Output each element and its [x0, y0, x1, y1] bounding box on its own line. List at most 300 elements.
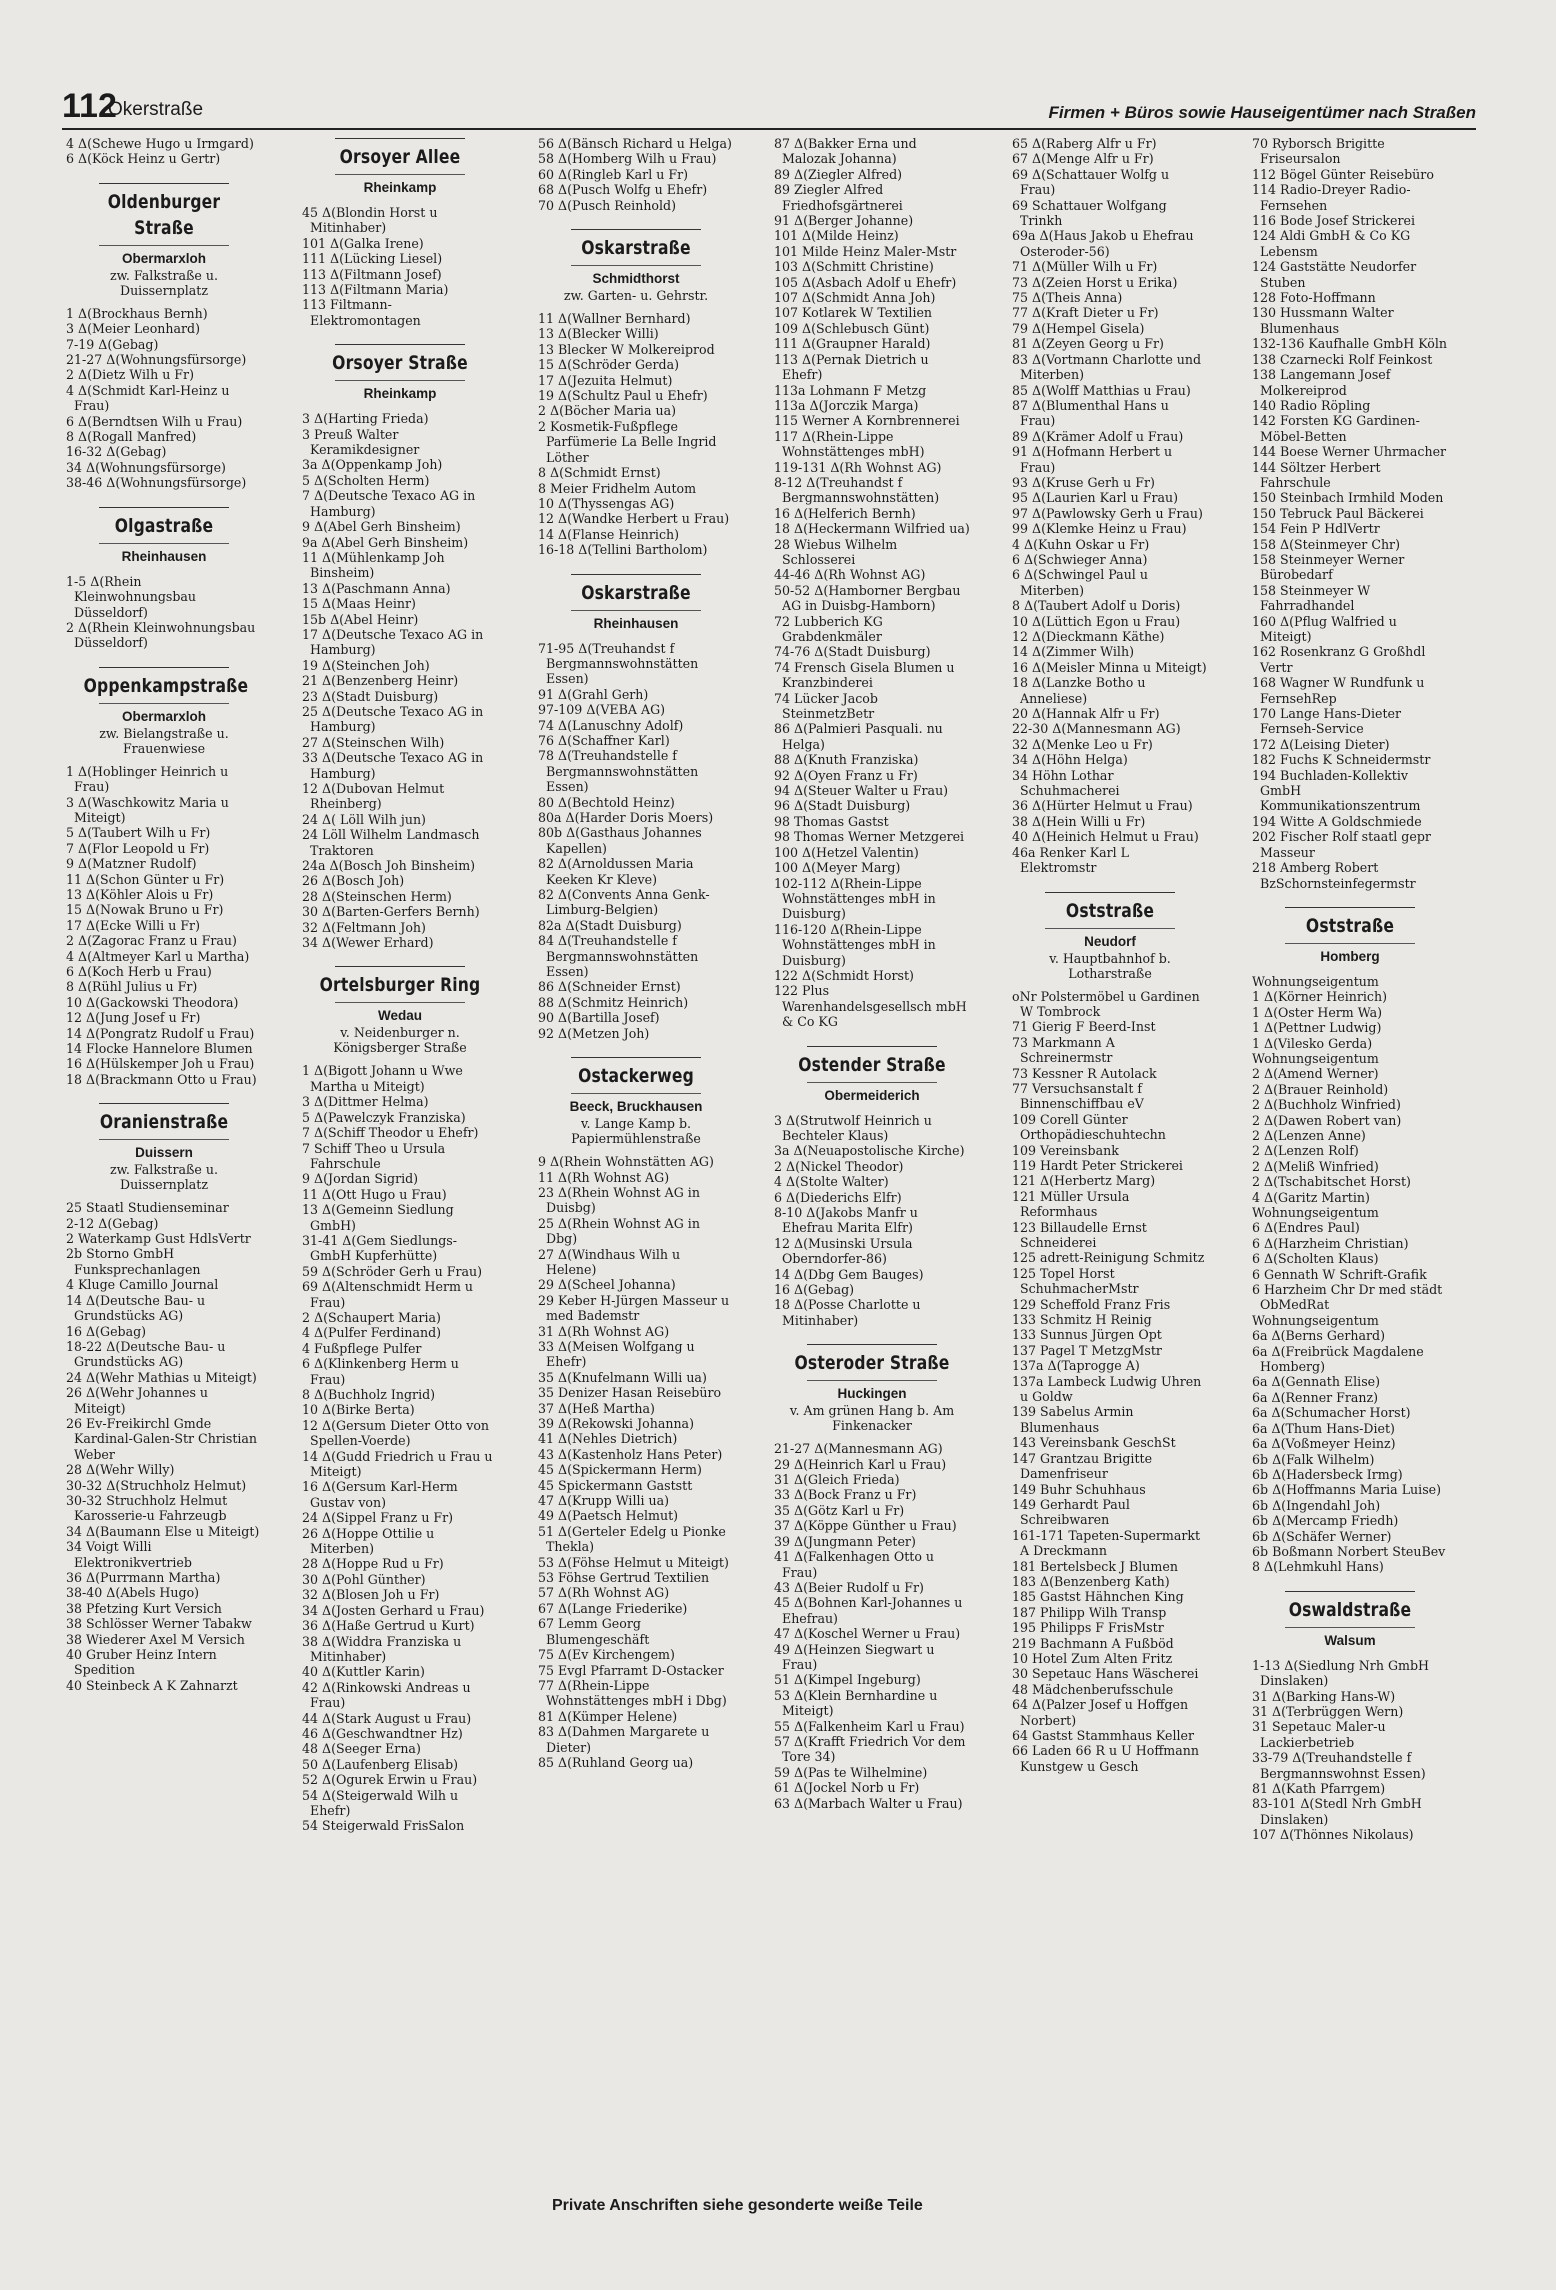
address-entry: 185 Gastst Hähnchen King: [1012, 1589, 1184, 1605]
street-range-note: zw. Falkstraße u. Duissernplatz: [109, 1162, 218, 1193]
column-3: [538, 136, 734, 2186]
address-entry: 57 Δ(Krafft Friedrich Vor dem Tore 34): [774, 1733, 966, 1765]
street-rule: [807, 1082, 936, 1083]
address-entry: 58 Δ(Homberg Wilh u Frau): [538, 151, 717, 167]
address-entry: 32 Δ(Blosen Joh u Fr): [302, 1587, 440, 1603]
district-name: Rheinhausen: [121, 548, 207, 564]
running-street-head: Okerstraße: [108, 99, 204, 120]
address-entry: 6 Gennath W Schrift-Grafik: [1252, 1266, 1427, 1282]
address-entry: 218 Amberg Robert BzSchornsteinfegermstr: [1252, 860, 1416, 891]
address-entry: Wohnungseigentum: [1252, 1050, 1379, 1066]
address-entry: 40 Δ(Kuttler Karin): [302, 1664, 425, 1680]
address-entry: 81 Δ(Zeyen Georg u Fr): [1012, 336, 1164, 352]
street-section-header: [1252, 907, 1448, 966]
address-entry: 66 Laden 66 R u U Hoffmann Kunstgew u Gesch: [1012, 1743, 1199, 1774]
address-entry: 2 Δ(Dietz Wilh u Fr): [66, 367, 194, 383]
address-entry: 1 Δ(Hoblinger Heinrich u Frau): [66, 763, 229, 795]
address-entry: 14 Δ(Dbg Gem Bauges): [774, 1266, 924, 1282]
street-rule: [335, 174, 464, 175]
street-rule: [99, 507, 228, 508]
address-entry: 73 Markmann A Schreinermstr: [1012, 1034, 1115, 1066]
address-entry: 14 Flocke Hannelore Blumen: [66, 1041, 253, 1057]
street-rule: [571, 1093, 700, 1094]
address-entry: 87 Δ(Bakker Erna und Malozak Johanna): [774, 136, 917, 167]
address-entry: 2b Storno GmbH Funksprechanlagen: [66, 1246, 201, 1277]
address-entry: 1 Δ(Bigott Johann u Wwe Martha u Miteigt): [302, 1063, 463, 1094]
address-entry: 8 Meier Fridhelm Autom: [538, 480, 697, 496]
address-entry: 12 Δ(Dubovan Helmut Rheinberg): [302, 781, 445, 812]
address-entry: 4 Δ(Pulfer Ferdinand): [302, 1325, 442, 1341]
column-6: [1252, 136, 1448, 2186]
address-entry: 82 Δ(Arnoldussen Maria Keeken Kr Kleve): [538, 856, 694, 887]
address-entry: 30 Sepetauc Hans Wäscherei: [1012, 1666, 1199, 1682]
address-entry: 202 Fischer Rolf staatl gepr Masseur: [1252, 829, 1431, 860]
address-entry: 107 Kotlarek W Textilien: [774, 305, 933, 321]
address-entry: 144 Boese Werner Uhrmacher: [1252, 444, 1447, 460]
address-entry: 26 Ev-Freikirchl Gmde Kardinal-Galen-Str Christian Weber: [66, 1415, 258, 1462]
address-entry: Wohnungseigentum: [1252, 1205, 1379, 1220]
address-entry: 89 Δ(Ziegler Alfred): [774, 166, 903, 182]
street-section-header: [538, 229, 734, 303]
address-entry: 19 Δ(Schultz Paul u Ehefr): [538, 388, 708, 404]
address-entry: 80 Δ(Bechtold Heinz): [538, 794, 675, 810]
address-entry: 26 Δ(Wehr Johannes u Miteigt): [66, 1385, 209, 1416]
address-entry: 34 Δ(Baumann Else u Miteigt): [66, 1523, 260, 1539]
address-entry: 3a Δ(Oppenkamp Joh): [302, 457, 443, 473]
address-entry: 77 Versuchsanstalt f Binnenschiffbau eV: [1012, 1080, 1144, 1112]
address-entry: 13 Δ(Paschmann Anna): [302, 580, 451, 596]
address-entry: 4 Δ(Kuhn Oskar u Fr): [1012, 536, 1150, 552]
address-entry: 29 Keber H-Jürgen Masseur u med Bademstr: [538, 1292, 730, 1324]
address-entry: 47 Δ(Koschel Werner u Frau): [774, 1626, 961, 1642]
address-entry: 3 Δ(Strutwolf Heinrich u Bechteler Klaus): [774, 1112, 932, 1143]
address-entry: 80a Δ(Harder Doris Moers): [538, 810, 714, 825]
address-entry: 64 Δ(Palzer Josef u Hoffgen Norbert): [1012, 1697, 1189, 1728]
address-entry: 39 Δ(Rekowski Johanna): [538, 1416, 694, 1431]
address-entry: 111 Δ(Lücking Liesel): [302, 251, 443, 267]
address-entry: 116-120 Δ(Rhein-Lippe Wohnstättenges mbH in Duisburg): [774, 921, 936, 968]
address-entry: 59 Δ(Pas te Wilhelmine): [774, 1764, 928, 1780]
address-entry: 114 Radio-Dreyer Radio-Fernsehen: [1252, 182, 1411, 213]
address-entry: 35 Denizer Hasan Reisebüro: [538, 1385, 722, 1401]
address-entry: 6b Δ(Schäfer Werner): [1252, 1528, 1392, 1544]
address-entry: Wohnungseigentum: [1252, 1312, 1379, 1328]
address-entry: 38 Δ(Hein Willi u Fr): [1012, 813, 1146, 829]
address-entry: 34 Voigt Willi Elektronikvertrieb: [66, 1539, 192, 1570]
address-entry: 51 Δ(Gerteler Edelg u Pionke Thekla): [538, 1523, 726, 1555]
address-entry: 4 Δ(Schmidt Karl-Heinz u Frau): [66, 382, 230, 414]
address-entry: 100 Δ(Meyer Marg): [774, 860, 901, 876]
address-entry: 16 Δ(Meisler Minna u Miteigt): [1012, 659, 1207, 675]
street-rule: [335, 380, 464, 381]
address-entry: 3a Δ(Neuapostolische Kirche): [774, 1143, 965, 1159]
district-name: Neudorf: [1084, 933, 1136, 949]
address-entry: 162 Rosenkranz G Großhdl Vertr: [1252, 644, 1426, 675]
address-entry: 61 Δ(Jockel Norb u Fr): [774, 1780, 920, 1796]
address-entry: 13 Δ(Gemeinn Siedlung GmbH): [302, 1202, 454, 1233]
address-entry: 67 Δ(Lange Friederike): [538, 1600, 688, 1616]
street-section-header: [66, 1103, 262, 1192]
address-entry: 43 Δ(Beier Rudolf u Fr): [774, 1579, 924, 1595]
address-entry: 5 Δ(Pawelczyk Franziska): [302, 1109, 466, 1125]
street-range-note: zw. Garten- u. Gehrstr.: [563, 288, 709, 304]
address-entry: 87 Δ(Blumenthal Hans u Frau): [1012, 397, 1169, 429]
address-entry: 48 Δ(Seeger Erna): [302, 1741, 421, 1757]
address-entry: 128 Foto-Hoffmann: [1252, 290, 1376, 306]
address-entry: 121 Müller Ursula Reformhaus: [1012, 1188, 1130, 1220]
district-name: Obermarxloh: [121, 708, 207, 724]
address-entry: 18 Δ(Heckermann Wilfried ua): [774, 521, 970, 537]
address-entry: 138 Czarnecki Rolf Feinkost: [1252, 351, 1433, 367]
address-entry: 71 Gierig F Beerd-Inst: [1012, 1019, 1156, 1035]
address-entry: 129 Scheffold Franz Fris: [1012, 1296, 1171, 1312]
address-entry: 138 Langemann Josef Molkereiprod: [1252, 367, 1391, 398]
address-entry: 183 Δ(Benzenberg Kath): [1012, 1573, 1170, 1589]
address-entry: 123 Billaudelle Ernst Schneiderei: [1012, 1219, 1147, 1250]
address-entry: 4 Δ(Altmeyer Karl u Martha): [66, 948, 250, 964]
address-entry: 97 Δ(Pawlowsky Gerh u Frau): [1012, 505, 1203, 521]
address-entry: 101 Milde Heinz Maler-Mstr: [774, 243, 957, 259]
address-entry: 53 Δ(Klein Bernhardine u Miteigt): [774, 1687, 938, 1719]
address-entry: 122 Δ(Schmidt Horst): [774, 967, 914, 983]
address-entry: 68 Δ(Pusch Wolfg u Ehefr): [538, 182, 708, 198]
address-entry: 77 Δ(Rhein-Lippe Wohnstättenges mbH i Dbg): [538, 1677, 727, 1709]
address-entry: 6a Δ(Renner Franz): [1252, 1389, 1379, 1405]
address-entry: 48 Mädchenberufsschule: [1012, 1681, 1174, 1697]
street-rule: [99, 1139, 228, 1140]
street-range-note: zw. Falkstraße u. Duissernplatz: [109, 267, 218, 298]
address-entry: 124 Gaststätte Neudorfer Stuben: [1252, 259, 1417, 290]
address-entry: oNr Polstermöbel u Gardinen W Tombrock: [1012, 988, 1200, 1019]
address-entry: 158 Steinmeyer Werner Bürobedarf: [1252, 551, 1405, 583]
address-entry: 1 Δ(Brockhaus Bernh): [66, 305, 208, 321]
address-entry: 50-52 Δ(Hamborner Bergbau AG in Duisbg-Hamborn): [774, 582, 961, 614]
district-name: Walsum: [1324, 1632, 1376, 1648]
address-entry: 6 Δ(Schwieger Anna): [1012, 551, 1148, 567]
address-entry: 44-46 Δ(Rh Wohnst AG): [774, 567, 926, 583]
address-entry: 16 Δ(Gebag): [774, 1282, 855, 1298]
address-entry: 49 Δ(Heinzen Siegwart u Frau): [774, 1641, 935, 1672]
address-entry: 3 Δ(Waschkowitz Maria u Miteigt): [66, 794, 229, 825]
street-rule: [1285, 1591, 1414, 1592]
address-entry: 64 Gastst Stammhaus Keller: [1012, 1728, 1194, 1743]
address-entry: 28 Wiebus Wilhelm Schlosserei: [774, 536, 898, 567]
address-entry: 41 Δ(Nehles Dietrich): [538, 1431, 678, 1447]
street-rule: [99, 1103, 228, 1104]
address-entry: 8 Δ(Rühl Julius u Fr): [66, 979, 198, 995]
address-entry: 103 Δ(Schmitt Christine): [774, 259, 934, 275]
street-name: Oststraße: [1305, 914, 1395, 937]
address-entry: 24 Löll Wilhelm Landmasch Traktoren: [302, 827, 480, 858]
street-name: Ortelsburger Ring: [319, 974, 481, 997]
address-entry: 75 Evgl Pfarramt D-Ostacker: [538, 1662, 724, 1678]
address-entry: 59 Δ(Schröder Gerh u Frau): [302, 1263, 483, 1279]
address-entry: 6 Δ(Scholten Klaus): [1252, 1251, 1379, 1267]
address-entry: 109 Corell Günter Orthopädieschuhtechn: [1012, 1111, 1166, 1143]
street-rule: [99, 245, 228, 246]
address-entry: 45 Δ(Spickermann Herm): [538, 1462, 702, 1478]
address-entry: 11 Δ(Ott Hugo u Frau): [302, 1186, 447, 1202]
address-entry: 37 Δ(Köppe Günther u Frau): [774, 1518, 957, 1534]
street-range-note: v. Neidenburger n. Königsberger Straße: [333, 1025, 467, 1056]
address-entry: 24 Δ(Sippel Franz u Fr): [302, 1510, 454, 1526]
address-entry: 69a Δ(Haus Jakob u Ehefrau Osteroder-56): [1012, 228, 1194, 259]
address-entry: 113 Δ(Pernak Dietrich u Ehefr): [774, 351, 929, 383]
address-entry: 5 Δ(Scholten Herm): [302, 472, 430, 488]
address-entry: 12 Δ(Gersum Dieter Otto von Spellen-Voerde): [302, 1417, 490, 1449]
address-entry: 149 Gerhardt Paul Schreibwaren: [1012, 1496, 1130, 1528]
address-entry: 89 Δ(Krämer Adolf u Frau): [1012, 428, 1184, 444]
address-entry: 29 Δ(Scheel Johanna): [538, 1277, 676, 1293]
address-entry: 38-40 Δ(Abels Hugo): [66, 1585, 200, 1601]
street-section-header: [538, 574, 734, 633]
address-entry: 21-27 Δ(Wohnungsfürsorge): [66, 352, 247, 368]
address-entry: 36 Δ(Purrmann Martha): [66, 1570, 221, 1585]
address-entry: 31 Sepetauc Maler-u Lackierbetrieb: [1252, 1719, 1386, 1750]
address-entry: 18 Δ(Posse Charlotte u Mitinhaber): [774, 1297, 921, 1328]
address-entry: 55 Δ(Falkenheim Karl u Frau): [774, 1718, 965, 1734]
address-entry: 33 Δ(Deutsche Texaco AG in Hamburg): [302, 750, 484, 781]
address-entry: 6 Δ(Diederichs Elfr): [774, 1189, 902, 1205]
address-entry: 63 Δ(Marbach Walter u Frau): [774, 1795, 963, 1811]
address-entry: 6b Δ(Ingendahl Joh): [1252, 1497, 1381, 1513]
address-entry: 54 Steigerwald FrisSalon: [302, 1818, 465, 1834]
address-entry: 33 Δ(Bock Franz u Fr): [774, 1487, 917, 1503]
address-entry: 113a Δ(Jorczik Marga): [774, 397, 919, 413]
address-entry: 74 Δ(Lanuschny Adolf): [538, 717, 684, 733]
address-entry: 111 Δ(Graupner Harald): [774, 336, 931, 352]
address-entry: 194 Buchladen-Kollektiv GmbH Kommunikationszentrum: [1252, 767, 1421, 814]
address-entry: 6a Δ(Freibrück Magdalene Homberg): [1252, 1343, 1424, 1375]
address-entry: 14 Δ(Gudd Friedrich u Frau u Miteigt): [302, 1448, 493, 1480]
address-entry: 2 Δ(Rhein Kleinwohnungsbau Düsseldorf): [66, 619, 256, 651]
address-entry: 6a Δ(Gennath Elise): [1252, 1374, 1381, 1390]
address-entry: 88 Δ(Schmitz Heinrich): [538, 994, 689, 1010]
address-entry: 8 Δ(Lehmkuhl Hans): [1252, 1559, 1384, 1575]
address-entry: 84 Δ(Treuhandstelle f Bergmannswohnstätten Essen): [538, 933, 699, 980]
address-entry: 80b Δ(Gasthaus Johannes Kapellen): [538, 825, 702, 856]
address-entry: 195 Philipps F FrisMstr: [1012, 1620, 1164, 1636]
address-entry: 10 Δ(Gackowski Theodora): [66, 994, 239, 1010]
address-entry: 6a Δ(Thum Hans-Diet): [1252, 1420, 1395, 1436]
street-section-header: [302, 966, 498, 1055]
address-entry: 91 Δ(Hofmann Herbert u Frau): [1012, 444, 1173, 475]
address-entry: 97-109 Δ(VEBA AG): [538, 702, 666, 718]
address-entry: 150 Tebruck Paul Bäckerei: [1252, 505, 1424, 521]
address-entry: 16-32 Δ(Gebag): [66, 444, 167, 460]
address-entry: 33-79 Δ(Treuhandstelle f Bergmannswohnst Essen): [1252, 1750, 1426, 1781]
address-entry: 38 Schlösser Werner Tabakw: [66, 1616, 252, 1632]
address-entry: 86 Δ(Schneider Ernst): [538, 979, 681, 995]
address-entry: 4 Δ(Garitz Martin): [1252, 1189, 1370, 1205]
address-entry: 34 Δ(Wohnungsfürsorge): [66, 459, 226, 475]
address-entry: 3 Δ(Harting Frieda): [302, 411, 429, 427]
address-entry: Wohnungseigentum: [1252, 973, 1379, 989]
address-entry: 158 Δ(Steinmeyer Chr): [1252, 536, 1400, 552]
address-entry: 43 Δ(Kastenholz Hans Peter): [538, 1446, 723, 1462]
address-entry: 75 Δ(Ev Kirchengem): [538, 1647, 675, 1663]
address-entry: 71-95 Δ(Treuhandst f Bergmannswohnstätten Essen): [538, 640, 699, 687]
address-entry: 91 Δ(Grahl Gerh): [538, 686, 649, 702]
street-section-header: [774, 1344, 970, 1433]
address-entry: 69 Δ(Altenschmidt Herm u Frau): [302, 1279, 474, 1310]
street-name: Oswaldstraße: [1288, 1598, 1412, 1621]
address-entry: 9 Δ(Abel Gerh Binsheim): [302, 519, 461, 535]
address-entry: 113 Filtmann-Elektromontagen: [302, 297, 421, 328]
address-entry: 133 Schmitz H Reinig: [1012, 1312, 1152, 1328]
address-entry: 85 Δ(Wolff Matthias u Frau): [1012, 382, 1191, 398]
address-entry: 14 Δ(Zimmer Wilh): [1012, 644, 1134, 660]
address-entry: 122 Plus Warenhandelsgesellsch mbH & Co KG: [774, 983, 967, 1030]
address-entry: 51 Δ(Kimpel Ingeburg): [774, 1672, 921, 1688]
address-entry: 19 Δ(Steinchen Joh): [302, 657, 430, 673]
address-entry: 6b Boßmann Norbert SteuBev: [1252, 1543, 1446, 1559]
address-entry: 32 Δ(Menke Leo u Fr): [1012, 736, 1153, 752]
address-entry: 18-22 Δ(Deutsche Bau- u Grundstücks AG): [66, 1338, 226, 1370]
address-entry: 74 Lücker Jacob SteinmetzBetr: [774, 690, 878, 722]
address-entry: 160 Δ(Pflug Walfried u Miteigt): [1252, 613, 1397, 644]
address-entry: 8 Δ(Schmidt Ernst): [538, 465, 661, 481]
address-entry: 7 Δ(Schiff Theodor u Ehefr): [302, 1125, 479, 1141]
address-entry: 73 Δ(Zeien Horst u Erika): [1012, 274, 1178, 290]
address-entry: 81 Δ(Kath Pfarrgem): [1252, 1781, 1386, 1796]
address-entry: 4 Δ(Schewe Hugo u Irmgard): [66, 136, 254, 151]
address-entry: 89 Ziegler Alfred Friedhofsgärtnerei: [774, 182, 903, 213]
address-entry: 109 Vereinsbank: [1012, 1142, 1119, 1158]
address-entry: 50 Δ(Laufenberg Elisab): [302, 1756, 459, 1772]
address-entry: 12 Δ(Dieckmann Käthe): [1012, 629, 1165, 644]
address-entry: 15 Δ(Nowak Bruno u Fr): [66, 902, 224, 918]
address-entry: 6 Δ(Koch Herb u Frau): [66, 964, 212, 979]
address-entry: 2 Kosmetik-Fußpflege Parfümerie La Belle Ingrid Löther: [538, 418, 717, 465]
street-rule: [335, 344, 464, 345]
address-entry: 33 Δ(Meisen Wolfgang u Ehefr): [538, 1338, 695, 1370]
address-entry: 18 Δ(Lanzke Botho u Anneliese): [1012, 675, 1146, 706]
address-entry: 2 Waterkamp Gust HdlsVertr: [66, 1231, 251, 1247]
address-entry: 9 Δ(Matzner Rudolf): [66, 856, 197, 872]
address-entry: 172 Δ(Leising Dieter): [1252, 736, 1390, 752]
column-5: [1012, 136, 1208, 2186]
address-entry: 144 Söltzer Herbert Fahrschule: [1252, 459, 1381, 490]
address-entry: 9 Δ(Jordan Sigrid): [302, 1171, 419, 1187]
address-entry: 29 Δ(Heinrich Karl u Frau): [774, 1456, 947, 1472]
address-entry: 96 Δ(Stadt Duisburg): [774, 798, 911, 814]
district-name: Rheinkamp: [363, 386, 437, 402]
address-entry: 125 adrett-Reinigung Schmitz: [1012, 1250, 1205, 1266]
address-entry: 109 Δ(Schlebusch Günt): [774, 320, 930, 336]
district-name: Duissern: [135, 1145, 193, 1161]
address-entry: 10 Δ(Thyssengas AG): [538, 495, 675, 511]
address-entry: 16 Δ(Helferich Bernh): [774, 505, 916, 521]
address-entry: 130 Hussmann Walter Blumenhaus: [1252, 305, 1394, 336]
address-entry: 16 Δ(Gersum Karl-Herm Gustav von): [302, 1479, 458, 1510]
address-entry: 105 Δ(Asbach Adolf u Ehefr): [774, 274, 957, 290]
address-entry: 170 Lange Hans-Dieter Fernseh-Service: [1252, 706, 1401, 737]
address-entry: 9 Δ(Rhein Wohnstätten AG): [538, 1154, 714, 1170]
address-entry: 14 Δ(Flanse Heinrich): [538, 526, 680, 542]
address-entry: 140 Radio Röpling: [1252, 397, 1371, 413]
address-entry: 2 Δ(Meliß Winfried): [1252, 1158, 1379, 1174]
address-entry: 70 Ryborsch Brigitte Friseursalon: [1252, 136, 1385, 167]
street-rule: [1285, 907, 1414, 908]
street-section-header: [774, 1046, 970, 1105]
address-entry: 6b Δ(Falk Wilhelm): [1252, 1451, 1375, 1467]
address-entry: 83-101 Δ(Stedl Nrh GmbH Dinslaken): [1252, 1796, 1422, 1827]
address-entry: 34 Δ(Wewer Erhard): [302, 935, 434, 951]
address-entry: 147 Grantzau Brigitte Damenfriseur: [1012, 1450, 1153, 1482]
address-entry: 2 Δ(Lenzen Anne): [1252, 1127, 1366, 1143]
address-entry: 181 Bertelsbeck J Blumen: [1012, 1558, 1178, 1574]
address-entry: 77 Δ(Kraft Dieter u Fr): [1012, 305, 1159, 321]
address-entry: 137a Lambeck Ludwig Uhren u Goldw: [1012, 1373, 1202, 1405]
address-entry: 74-76 Δ(Stadt Duisburg): [774, 644, 931, 660]
street-rule: [571, 610, 700, 611]
address-entry: 7 Δ(Flor Leopold u Fr): [66, 840, 210, 856]
address-entry: 1-5 Δ(Rhein Kleinwohnungsbau Düsseldorf): [66, 573, 197, 620]
address-entry: 116 Bode Josef Strickerei: [1252, 213, 1415, 229]
address-entry: 94 Δ(Steuer Walter u Frau): [774, 783, 949, 799]
address-entry: 37 Δ(Heß Martha): [538, 1400, 655, 1416]
address-entry: 26 Δ(Hoppe Ottilie u Miterben): [302, 1525, 435, 1557]
address-entry: 1 Δ(Vilesko Gerda): [1252, 1035, 1373, 1051]
address-entry: 98 Thomas Werner Metzgerei: [774, 829, 965, 845]
address-entry: 17 Δ(Ecke Willi u Fr): [66, 917, 200, 933]
address-entry: 117 Δ(Rhein-Lippe Wohnstättenges mbH): [774, 428, 925, 460]
address-entry: 7 Δ(Deutsche Texaco AG in Hamburg): [302, 488, 476, 519]
address-entry: 149 Buhr Schuhhaus: [1012, 1481, 1146, 1497]
address-entry: 25 Staatl Studienseminar: [66, 1200, 229, 1216]
address-entry: 16 Δ(Hülskemper Joh u Frau): [66, 1056, 255, 1072]
address-entry: 2 Δ(Nickel Theodor): [774, 1158, 904, 1174]
street-rule: [571, 265, 700, 266]
address-entry: 53 Föhse Gertrud Textilien: [538, 1570, 710, 1586]
district-name: Homberg: [1320, 948, 1380, 964]
street-rule: [1045, 892, 1174, 893]
address-entry: 113 Δ(Filtmann Josef): [302, 266, 442, 282]
address-entry: 38 Pfetzing Kurt Versich: [66, 1600, 222, 1616]
address-entry: 20 Δ(Hannak Alfr u Fr): [1012, 706, 1160, 722]
street-section-header: [66, 667, 262, 756]
address-entry: 8 Δ(Buchholz Ingrid): [302, 1387, 436, 1402]
address-entry: 2 Δ(Buchholz Winfried): [1252, 1097, 1401, 1113]
street-range-note: zw. Bielangstraße u. Frauenwiese: [99, 725, 229, 756]
address-entry: 26 Δ(Bosch Joh): [302, 873, 405, 889]
address-entry: 6b Δ(Hadersbeck Irmg): [1252, 1466, 1403, 1482]
address-entry: 56 Δ(Bänsch Richard u Helga): [538, 136, 732, 151]
address-entry: 6 Δ(Harzheim Christian): [1252, 1235, 1409, 1251]
street-rule: [99, 703, 228, 704]
address-entry: 15b Δ(Abel Heinr): [302, 611, 419, 627]
address-entry: 107 Δ(Thönnes Nikolaus): [1252, 1827, 1414, 1843]
address-entry: 79 Δ(Hempel Gisela): [1012, 320, 1145, 336]
address-entry: 78 Δ(Treuhandstelle f Bergmannswohnstätten Essen): [538, 748, 699, 795]
address-entry: 16-18 Δ(Tellini Bartholom): [538, 542, 708, 558]
address-entry: 31-41 Δ(Gem Siedlungs-GmbH Kupferhütte): [302, 1232, 457, 1264]
address-entry: 38 Wiederer Axel M Versich: [66, 1631, 245, 1647]
address-entry: 31 Δ(Gleich Frieda): [774, 1472, 900, 1488]
address-entry: 6 Δ(Klinkenberg Herm u Frau): [302, 1356, 459, 1387]
address-entry: 2 Δ(Dawen Robert van): [1252, 1112, 1402, 1128]
district-name: Wedau: [377, 1008, 422, 1024]
footer-note: Private Anschriften siehe gesonderte weiße Teile: [552, 2197, 923, 2214]
address-entry: 9a Δ(Abel Gerh Binsheim): [302, 534, 469, 550]
page-number: 112: [62, 87, 117, 125]
address-entry: 113 Δ(Filtmann Maria): [302, 282, 449, 298]
address-entry: 11 Δ(Mühlenkamp Joh Binsheim): [302, 549, 445, 581]
address-entry: 38 Δ(Widdra Franziska u Mitinhaber): [302, 1633, 462, 1664]
address-entry: 4 Kluge Camillo Journal: [66, 1277, 219, 1293]
address-entry: 1 Δ(Oster Herm Wa): [1252, 1004, 1383, 1020]
